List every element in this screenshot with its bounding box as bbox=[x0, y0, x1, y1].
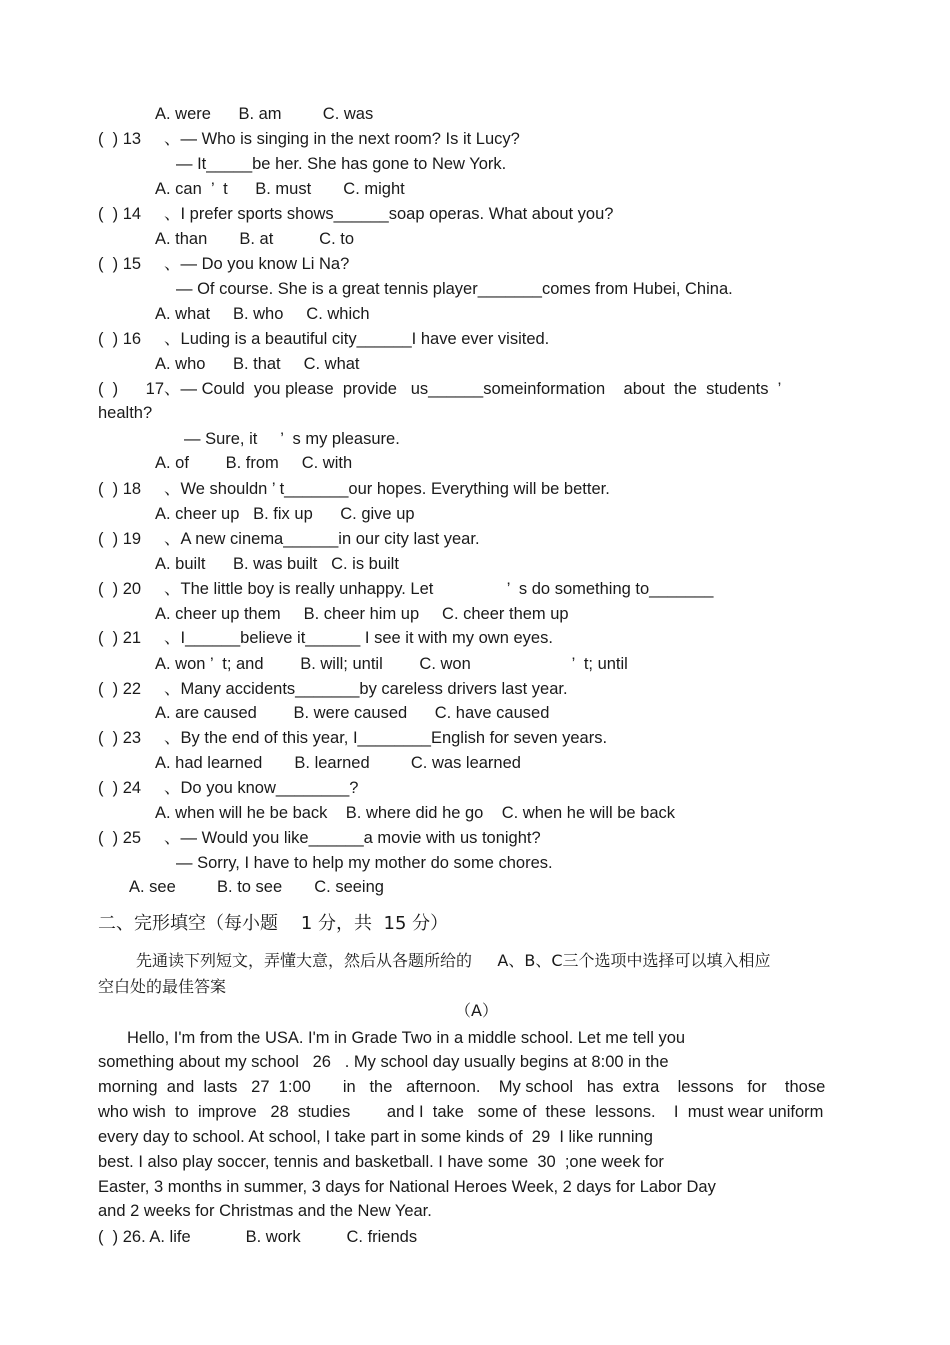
q13-reply: — It_____be her. She has gone to New York. bbox=[176, 155, 507, 173]
q25-reply: — Sorry, I have to help my mother do some chores. bbox=[176, 854, 553, 872]
q24-question: ( ) 24 、Do you know________? bbox=[98, 779, 359, 797]
q17-question: ( ) 17、— Could you please provide us______someinformation about the students ’ bbox=[98, 380, 782, 398]
instructions-line-2: 空白处的最佳答案 bbox=[98, 977, 227, 996]
q15-question: ( ) 15 、— Do you know Li Na? bbox=[98, 255, 350, 273]
q18-question: ( ) 18 、We shouldn ’ t_______our hopes. Everything will be better. bbox=[98, 480, 610, 498]
q17-reply: — Sure, it ’ s my pleasure. bbox=[184, 430, 400, 448]
passage-line-3: morning and lasts 27 1:00 in the afternoon. My school has extra lessons for those bbox=[98, 1078, 826, 1096]
q15-options: A. what B. who C. which bbox=[155, 305, 370, 323]
passage-line-7: Easter, 3 months in summer, 3 days for National Heroes Week, 2 days for Labor Day bbox=[98, 1178, 716, 1196]
q18-options: A. cheer up B. fix up C. give up bbox=[155, 505, 415, 523]
q16-options: A. who B. that C. what bbox=[155, 355, 360, 373]
passage-line-8: and 2 weeks for Christmas and the New Year. bbox=[98, 1202, 432, 1220]
q17-options: A. of B. from C. with bbox=[155, 454, 353, 472]
q23-options: A. had learned B. learned C. was learned bbox=[155, 754, 521, 772]
section-title: 二、完形填空（每小题 1 分，共 15 分） bbox=[98, 913, 449, 934]
q20-options: A. cheer up them B. cheer him up C. cheer them up bbox=[155, 605, 569, 623]
passage-line-6: best. I also play soccer, tennis and basketball. I have some 30 ;one week for bbox=[98, 1153, 664, 1171]
q13-options: A. can ’ t B. must C. might bbox=[155, 180, 405, 198]
q14-question: ( ) 14 、I prefer sports shows______soap operas. What about you? bbox=[98, 205, 614, 223]
q24-options: A. when will he be back B. where did he go C. when he will be back bbox=[155, 804, 676, 822]
q26-question: ( ) 26. A. life B. work C. friends bbox=[98, 1228, 418, 1246]
q23-question: ( ) 23 、By the end of this year, I________English for seven years. bbox=[98, 729, 608, 747]
q21-options: A. won ’ t; and B. will; until C. won ’ t; until bbox=[155, 655, 628, 673]
passage-line-5: every day to school. At school, I take part in some kinds of 29 I like running bbox=[98, 1128, 653, 1146]
q19-options: A. built B. was built C. is built bbox=[155, 555, 399, 573]
q19-question: ( ) 19 、A new cinema______in our city last year. bbox=[98, 530, 480, 548]
q22-options: A. are caused B. were caused C. have caused bbox=[155, 704, 550, 722]
passage-line-4: who wish to improve 28 studies and I take some of these lessons. I must wear uniform bbox=[98, 1103, 824, 1121]
q25-question: ( ) 25 、— Would you like______a movie with us tonight? bbox=[98, 829, 541, 847]
passage-line-2: something about my school 26 . My school day usually begins at 8:00 in the bbox=[98, 1053, 669, 1071]
q14-options: A. than B. at C. to bbox=[155, 230, 354, 248]
q25-options: A. see B. to see C. seeing bbox=[129, 878, 384, 896]
q21-question: ( ) 21 、I______believe it______ I see it with my own eyes. bbox=[98, 629, 553, 647]
q22-question: ( ) 22 、Many accidents_______by careless drivers last year. bbox=[98, 680, 568, 698]
passage-label: （A） bbox=[455, 1001, 498, 1020]
q17-question-cont: health? bbox=[98, 404, 153, 422]
q20-question: ( ) 20 、The little boy is really unhappy. Let ’ s do something to_______ bbox=[98, 580, 714, 598]
instructions-line-1: 先通读下列短文，弄懂大意，然后从各题所给的 A、B、C三个选项中选择可以填入相应 bbox=[136, 951, 771, 970]
q15-reply: — Of course. She is a great tennis player_______comes from Hubei, China. bbox=[176, 280, 733, 298]
passage-line-1: Hello, I'm from the USA. I'm in Grade Two in a middle school. Let me tell you bbox=[127, 1029, 686, 1047]
q12-options: A. were B. am C. was bbox=[155, 105, 374, 123]
q16-question: ( ) 16 、Luding is a beautiful city______I have ever visited. bbox=[98, 330, 550, 348]
q13-question: ( ) 13 、— Who is singing in the next room? Is it Lucy? bbox=[98, 130, 520, 148]
